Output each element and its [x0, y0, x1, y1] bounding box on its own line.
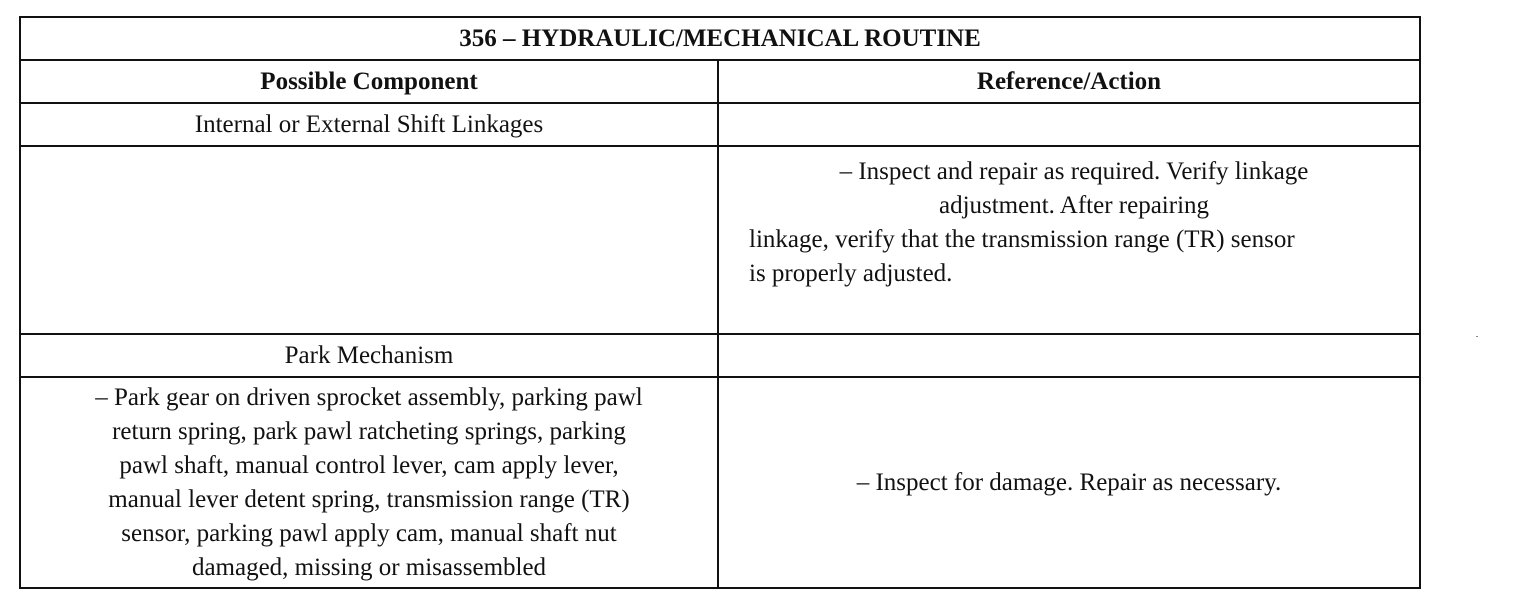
action-line: – Inspect and repair as required. Verify linkage [839, 158, 1309, 185]
component-line: sensor, parking pawl apply cam, manual shaft nut [121, 519, 617, 547]
component-line: return spring, park pawl ratcheting springs, parking [112, 417, 626, 445]
detail-action-park-mechanism: – Inspect for damage. Repair as necessary. [718, 377, 1420, 588]
action-line: adjustment. After repairing [938, 192, 1210, 219]
component-line: manual lever detent spring, transmission range (TR) [108, 485, 630, 513]
detail-row-shift-linkages [20, 146, 1420, 334]
component-line: pawl shaft, manual control lever, cam apply lever, [119, 451, 619, 479]
action-line: is properly adjusted. [749, 260, 953, 287]
component-line: – Park gear on driven sprocket assembly, parking pawl [95, 383, 643, 411]
detail-component-park-mechanism [20, 377, 718, 588]
detail-row-park-mechanism [20, 377, 1420, 588]
section-label-action-empty [718, 334, 1420, 377]
detail-component-shift-linkages [20, 146, 718, 334]
section-label-park-mechanism: Park Mechanism [20, 334, 718, 377]
column-header-action: Reference/Action [718, 60, 1420, 103]
diagnostic-routine-table [19, 16, 1421, 589]
detail-action-shift-linkages [718, 146, 1420, 334]
action-line: linkage, verify that the transmission range (TR) sensor [749, 226, 1295, 253]
section-label-shift-linkages: Internal or External Shift Linkages [20, 103, 718, 146]
scan-speck [1476, 336, 1478, 337]
column-header-component: Possible Component [20, 60, 718, 103]
section-row-park-mechanism [20, 334, 1420, 377]
section-row-shift-linkages [20, 103, 1420, 146]
table-title: 356 – HYDRAULIC/MECHANICAL ROUTINE [20, 17, 1420, 60]
component-line: damaged, missing or misassembled [191, 553, 547, 581]
section-label-action-empty [718, 103, 1420, 146]
